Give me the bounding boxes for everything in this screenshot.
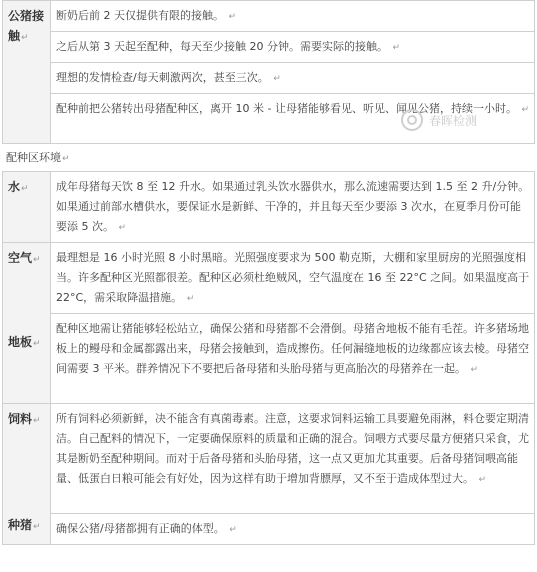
environment-table xyxy=(2,171,535,545)
cell-text: 之后从第 3 天起至配种，每天至少接触 20 分钟。需要实际的接触。 xyxy=(56,40,388,53)
paragraph-mark-icon: ↵ xyxy=(392,43,401,53)
row-label xyxy=(3,243,51,404)
paragraph-mark-icon: ↵ xyxy=(33,416,41,426)
row-label-text: 地板 xyxy=(8,335,33,349)
table-row xyxy=(3,404,535,514)
table-cell xyxy=(51,243,535,314)
row-label-text: 空气 xyxy=(8,251,33,265)
table-cell xyxy=(51,63,535,94)
table-row xyxy=(3,172,535,243)
paragraph-mark-icon: ↵ xyxy=(229,525,237,535)
cell-text: 成年母猪每天饮 8 至 12 升水。如果通过乳头饮水器供水，那么流速需要达到 1.5 至 2 升/分钟。如果通过前部水槽供水，要保证水是新鲜、干净的，并且每天至少要添 3 次水，在夏季月份可能要添 5 次。 xyxy=(56,180,530,233)
watermark-text: 春晖检测 xyxy=(429,113,478,128)
table-row xyxy=(3,94,535,144)
paragraph-mark-icon: ↵ xyxy=(186,294,195,304)
paragraph-mark-icon: ↵ xyxy=(521,105,529,115)
table-row xyxy=(3,514,535,545)
row-label xyxy=(3,172,51,243)
paragraph-mark-icon: ↵ xyxy=(33,339,41,349)
table-cell xyxy=(51,1,535,32)
table-row xyxy=(3,314,535,404)
row-label xyxy=(3,404,51,545)
row-label-text: 饲料 xyxy=(8,412,33,426)
section-title xyxy=(0,144,537,171)
table-row xyxy=(3,32,535,63)
paragraph-mark-icon: ↵ xyxy=(21,184,29,194)
cell-text: 所有饲料必须新鲜，决不能含有真菌毒素。注意，这要求饲料运输工具要避免雨淋，料仓要定期清洁。自己配料的情况下，一定要确保原料的质量和正确的混合。饲喂方式要尽量方便猪只采食，尤其是断奶至配种期间。而对于后备母猪和头胎母猪，这一点又更加尤其重要。后备母猪饲喂高能量、低蛋白日粮可能会有好处，因为这样有助于增加背膘厚，又不至于造成体型过大。 xyxy=(56,412,529,485)
table-cell xyxy=(51,32,535,63)
paragraph-mark-icon: ↵ xyxy=(118,223,127,233)
cell-text: 配种前把公猪转出母猪配种区，离开 10 米 - 让母猪能够看见、听见、闻见公猪，持续一小时。 xyxy=(56,102,517,115)
table-row xyxy=(3,243,535,314)
cell-text: 最理想是 16 小时光照 8 小时黑暗。光照强度要求为 500 勒克斯，大棚和家里厨房的光照强度相当。许多配种区光照都很差。配种区必须杜绝贼风，空气温度在 16 至 22°C 之间。如果温度高于 22°C，需采取降温措施。 xyxy=(56,251,530,304)
paragraph-mark-icon: ↵ xyxy=(478,475,487,485)
table-cell xyxy=(51,314,535,404)
section-title-text: 配种区环境 xyxy=(6,151,61,164)
cell-text: 断奶后前 2 天仅提供有限的接触。 xyxy=(56,9,224,22)
paragraph-mark-icon: ↵ xyxy=(21,33,29,43)
table-row xyxy=(3,1,535,32)
cell-text: 配种区地需让猪能够轻松站立，确保公猪和母猪都不会滑倒。母猪舍地板不能有毛茬。许多猪场地板上的鳗母和金属都露出来，母猪会接触到，造成擦伤。任何漏缝地板的边缘都应该去棱。母猪空间需要 3 平米。群养情况下不要把后备母猪和头胎母猪与更高胎次的母猪养在一起。 xyxy=(56,322,529,375)
table-cell xyxy=(51,172,535,243)
table-cell xyxy=(51,514,535,545)
boar-contact-table xyxy=(2,0,535,144)
paragraph-mark-icon: ↵ xyxy=(470,365,479,375)
row-label-text: 水 xyxy=(8,180,21,194)
table-cell xyxy=(51,404,535,514)
cell-text: 理想的发情检查/每天刺激两次，甚至三次。 xyxy=(56,71,269,84)
table-row xyxy=(3,63,535,94)
paragraph-mark-icon: ↵ xyxy=(33,255,41,265)
table-cell xyxy=(51,94,535,144)
row-label-text: 种猪 xyxy=(8,518,33,532)
cell-text: 确保公猪/母猪都拥有正确的体型。 xyxy=(56,522,225,535)
paragraph-mark-icon: ↵ xyxy=(273,74,281,84)
row-label-text: 公猪接触 xyxy=(8,9,45,43)
row-label xyxy=(3,1,51,144)
paragraph-mark-icon: ↵ xyxy=(33,522,41,532)
paragraph-mark-icon: ↵ xyxy=(62,154,70,164)
paragraph-mark-icon: ↵ xyxy=(228,12,237,22)
